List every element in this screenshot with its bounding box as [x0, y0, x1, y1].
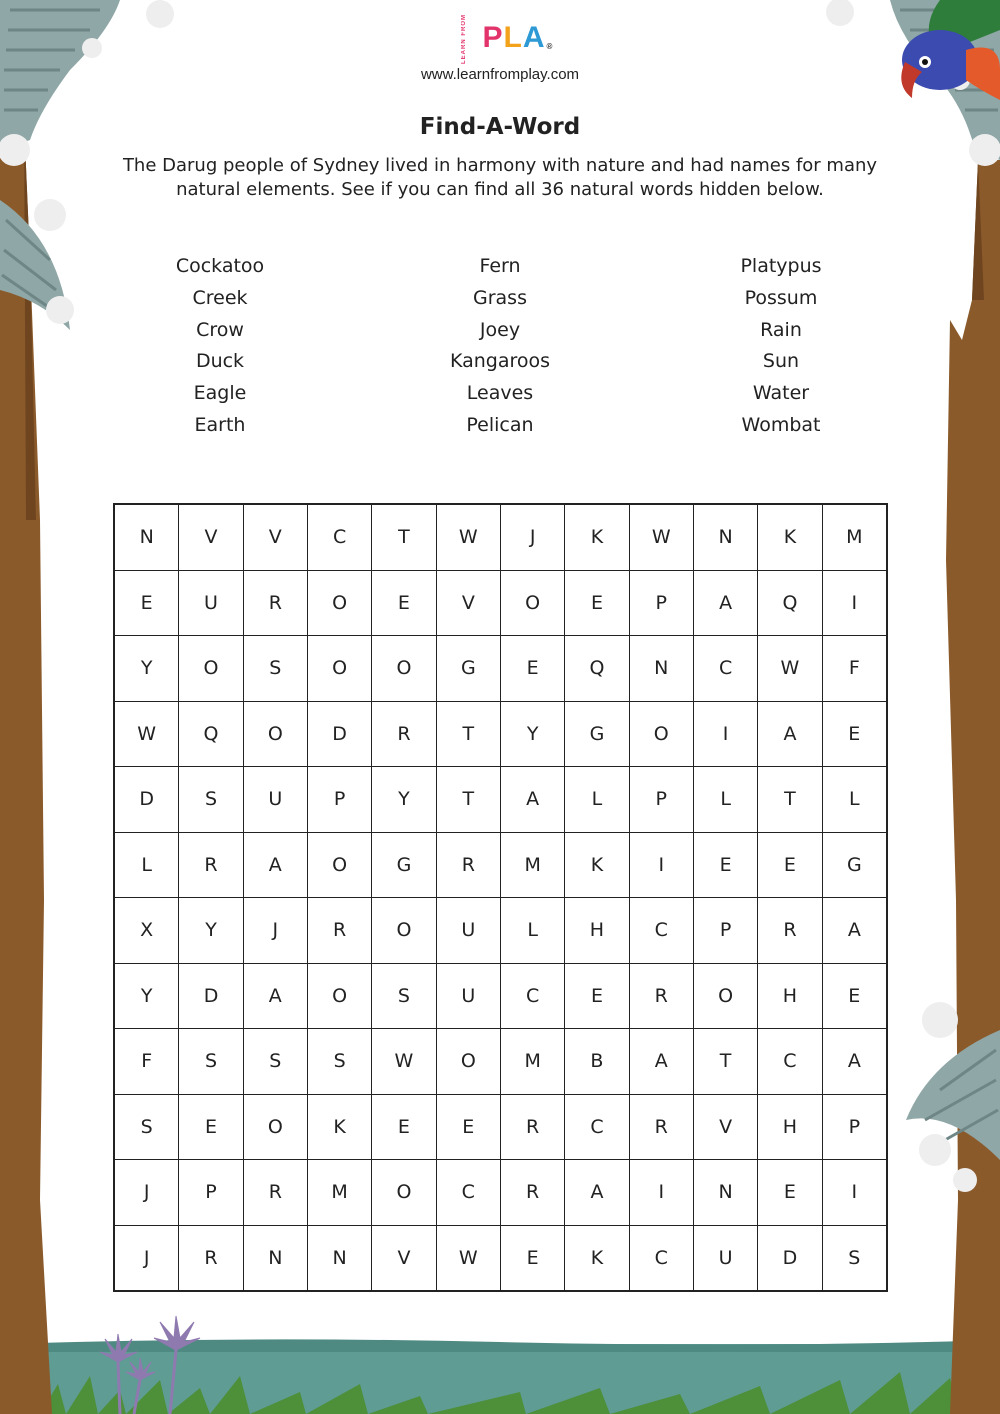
grid-cell[interactable]: P: [629, 767, 693, 833]
grid-cell[interactable]: P: [307, 767, 371, 833]
grid-cell[interactable]: R: [758, 898, 822, 964]
grid-cell[interactable]: A: [243, 832, 307, 898]
grid-cell[interactable]: I: [822, 570, 887, 636]
grid-cell[interactable]: U: [436, 963, 500, 1029]
grid-cell[interactable]: Y: [179, 898, 243, 964]
grid-cell[interactable]: R: [436, 832, 500, 898]
grid-cell[interactable]: N: [629, 636, 693, 702]
grid-cell[interactable]: V: [436, 570, 500, 636]
grid-cell[interactable]: C: [307, 504, 371, 570]
grid-row: [114, 898, 887, 964]
grid-cell[interactable]: W: [372, 1029, 436, 1095]
grid-cell[interactable]: T: [758, 767, 822, 833]
word-list-column-2: [380, 252, 620, 443]
grid-cell[interactable]: U: [436, 898, 500, 964]
word-list-item: Crow: [196, 318, 244, 341]
grid-cell[interactable]: I: [629, 1160, 693, 1226]
grid-cell[interactable]: N: [693, 504, 757, 570]
grid-cell[interactable]: V: [372, 1225, 436, 1291]
grid-cell[interactable]: O: [693, 963, 757, 1029]
word-list-item: Joey: [479, 318, 521, 341]
grid-cell[interactable]: O: [179, 636, 243, 702]
grid-cell[interactable]: K: [565, 832, 629, 898]
grid-cell[interactable]: O: [307, 832, 371, 898]
grid-cell[interactable]: F: [822, 636, 887, 702]
grid-row: [114, 1160, 887, 1226]
grid-cell[interactable]: L: [693, 767, 757, 833]
word-list-item: Eagle: [193, 382, 247, 405]
grid-cell[interactable]: E: [758, 832, 822, 898]
grid-cell[interactable]: A: [629, 1029, 693, 1095]
grid-cell[interactable]: E: [565, 963, 629, 1029]
word-list-item: Fern: [479, 255, 521, 277]
grid-cell[interactable]: W: [436, 1225, 500, 1291]
word-list-item: Leaves: [466, 382, 534, 405]
grid-cell[interactable]: N: [693, 1160, 757, 1226]
logo-letter: P: [482, 20, 504, 54]
grid-cell[interactable]: M: [501, 832, 565, 898]
grid-cell[interactable]: L: [565, 767, 629, 833]
grid-cell[interactable]: Y: [114, 636, 179, 702]
grid-row: [114, 1094, 887, 1160]
grid-cell[interactable]: G: [436, 636, 500, 702]
grid-cell[interactable]: E: [501, 1225, 565, 1291]
grid-cell[interactable]: E: [822, 963, 887, 1029]
word-list-item: Wombat: [741, 413, 821, 436]
grid-cell[interactable]: R: [307, 898, 371, 964]
grid-cell[interactable]: S: [179, 767, 243, 833]
grid-cell[interactable]: O: [629, 701, 693, 767]
grid-cell[interactable]: S: [243, 1029, 307, 1095]
grid-cell[interactable]: G: [372, 832, 436, 898]
logo-side-text: LEARN FROM: [460, 14, 467, 64]
grid-row: [114, 963, 887, 1029]
grid-cell[interactable]: Q: [565, 636, 629, 702]
word-list-item: Possum: [744, 286, 818, 309]
grid-cell[interactable]: S: [307, 1029, 371, 1095]
grid-cell[interactable]: W: [114, 701, 179, 767]
grid-cell[interactable]: R: [243, 1160, 307, 1226]
word-list-item: Rain: [760, 318, 802, 341]
word-list-item: Creek: [192, 286, 248, 309]
grid-cell[interactable]: E: [822, 701, 887, 767]
grid-cell[interactable]: W: [758, 636, 822, 702]
grid-cell[interactable]: Q: [758, 570, 822, 636]
grid-cell[interactable]: S: [114, 1094, 179, 1160]
word-list-item: Kangaroos: [449, 350, 551, 373]
word-list-item: Pelican: [466, 413, 534, 436]
grid-cell[interactable]: O: [501, 570, 565, 636]
grid-cell[interactable]: U: [179, 570, 243, 636]
grid-cell[interactable]: J: [114, 1160, 179, 1226]
grid-cell[interactable]: R: [501, 1160, 565, 1226]
word-list-column-3: [661, 252, 901, 443]
grid-cell[interactable]: O: [372, 898, 436, 964]
grid-cell[interactable]: G: [565, 701, 629, 767]
page-title: Find-A-Word: [419, 114, 581, 140]
grid-cell[interactable]: X: [114, 898, 179, 964]
grid-cell[interactable]: R: [179, 1225, 243, 1291]
grid-cell[interactable]: D: [179, 963, 243, 1029]
grid-cell[interactable]: L: [822, 767, 887, 833]
logo-letter: A: [522, 20, 546, 54]
grid-cell[interactable]: R: [372, 701, 436, 767]
grid-cell[interactable]: T: [693, 1029, 757, 1095]
grid-cell[interactable]: O: [307, 963, 371, 1029]
grid-cell[interactable]: M: [307, 1160, 371, 1226]
grid-row: [114, 767, 887, 833]
grid-row: [114, 570, 887, 636]
grid-cell[interactable]: A: [822, 898, 887, 964]
grid-cell[interactable]: R: [179, 832, 243, 898]
grid-cell[interactable]: S: [822, 1225, 887, 1291]
grid-cell[interactable]: Q: [179, 701, 243, 767]
grid-cell[interactable]: M: [822, 504, 887, 570]
grid-cell[interactable]: A: [501, 767, 565, 833]
grid-cell[interactable]: R: [243, 570, 307, 636]
grid-cell[interactable]: A: [758, 701, 822, 767]
logo-letter: L: [503, 20, 523, 54]
grid-cell[interactable]: D: [114, 767, 179, 833]
grid-cell[interactable]: T: [436, 701, 500, 767]
grid-cell[interactable]: I: [629, 832, 693, 898]
grid-cell[interactable]: M: [501, 1029, 565, 1095]
grid-cell[interactable]: D: [758, 1225, 822, 1291]
grid-cell[interactable]: K: [307, 1094, 371, 1160]
grid-cell[interactable]: I: [693, 701, 757, 767]
grid-cell[interactable]: Y: [501, 701, 565, 767]
grid-cell[interactable]: V: [243, 504, 307, 570]
grid-cell[interactable]: R: [629, 1094, 693, 1160]
grid-cell[interactable]: R: [629, 963, 693, 1029]
grid-cell[interactable]: O: [307, 636, 371, 702]
grid-cell[interactable]: A: [243, 963, 307, 1029]
grid-cell[interactable]: H: [565, 898, 629, 964]
grid-cell[interactable]: S: [179, 1029, 243, 1095]
grid-cell[interactable]: E: [758, 1160, 822, 1226]
intro-text: The Darug people of Sydney lived in harmony with nature and had names for many natural elements. See if you can find all 36 natural words hidden below.: [122, 155, 878, 200]
grid-row: [114, 1029, 887, 1095]
grid-cell[interactable]: E: [372, 570, 436, 636]
grid-cell[interactable]: Y: [372, 767, 436, 833]
grid-cell[interactable]: S: [243, 636, 307, 702]
grid-cell[interactable]: B: [565, 1029, 629, 1095]
grid-row: [114, 504, 887, 570]
grid-cell[interactable]: P: [629, 570, 693, 636]
grid-cell[interactable]: L: [114, 832, 179, 898]
grid-cell[interactable]: E: [501, 636, 565, 702]
grid-cell[interactable]: J: [243, 898, 307, 964]
grid-cell[interactable]: W: [436, 504, 500, 570]
grid-row: [114, 832, 887, 898]
grid-cell[interactable]: C: [436, 1160, 500, 1226]
grid-cell[interactable]: Y: [114, 963, 179, 1029]
grid-cell[interactable]: O: [243, 701, 307, 767]
word-search-grid: [113, 503, 888, 1292]
grid-cell[interactable]: P: [179, 1160, 243, 1226]
grid-cell[interactable]: N: [114, 504, 179, 570]
grid-cell[interactable]: H: [758, 963, 822, 1029]
grid-cell[interactable]: K: [758, 504, 822, 570]
water-icon: [0, 1339, 1000, 1414]
logo-reg: ®: [546, 42, 554, 51]
word-list-item: Water: [752, 382, 810, 405]
grid-cell[interactable]: I: [822, 1160, 887, 1226]
grid-cell[interactable]: C: [693, 636, 757, 702]
grid-row: [114, 636, 887, 702]
grid-cell[interactable]: V: [693, 1094, 757, 1160]
grid-cell[interactable]: J: [114, 1225, 179, 1291]
grid-cell[interactable]: O: [307, 570, 371, 636]
grid-cell[interactable]: J: [501, 504, 565, 570]
grid-cell[interactable]: P: [822, 1094, 887, 1160]
grid-cell[interactable]: O: [372, 636, 436, 702]
grid-cell[interactable]: L: [501, 898, 565, 964]
grid-cell[interactable]: K: [565, 1225, 629, 1291]
logo: [0, 14, 1000, 83]
word-list-item: Grass: [473, 286, 527, 309]
grid-cell[interactable]: U: [243, 767, 307, 833]
grid-cell[interactable]: S: [372, 963, 436, 1029]
word-list-item: Sun: [762, 350, 800, 373]
grid-cell[interactable]: O: [372, 1160, 436, 1226]
grid-cell[interactable]: D: [307, 701, 371, 767]
word-list-item: Earth: [194, 413, 246, 436]
grid-cell[interactable]: O: [243, 1094, 307, 1160]
grid-cell[interactable]: C: [501, 963, 565, 1029]
grid-cell[interactable]: F: [114, 1029, 179, 1095]
grid-cell[interactable]: V: [179, 504, 243, 570]
grid-cell[interactable]: A: [693, 570, 757, 636]
word-list-item: Platypus: [740, 255, 822, 277]
grid-cell[interactable]: C: [758, 1029, 822, 1095]
grid-cell[interactable]: A: [565, 1160, 629, 1226]
logo-mark: [0, 14, 1000, 64]
word-list-item: Cockatoo: [175, 255, 265, 277]
grid-cell[interactable]: T: [436, 767, 500, 833]
grid-cell[interactable]: E: [565, 570, 629, 636]
grid-cell[interactable]: N: [243, 1225, 307, 1291]
grid-cell[interactable]: A: [822, 1029, 887, 1095]
word-list-item: Duck: [195, 350, 245, 373]
word-list-column-1: [100, 252, 340, 443]
grid-cell[interactable]: E: [179, 1094, 243, 1160]
grid-cell[interactable]: N: [307, 1225, 371, 1291]
grid-cell[interactable]: C: [629, 1225, 693, 1291]
grid-cell[interactable]: H: [758, 1094, 822, 1160]
grid-cell[interactable]: C: [629, 898, 693, 964]
grid-cell[interactable]: U: [693, 1225, 757, 1291]
grid-cell[interactable]: P: [693, 898, 757, 964]
grid-row: [114, 701, 887, 767]
grid-cell[interactable]: R: [501, 1094, 565, 1160]
grid-cell[interactable]: T: [372, 504, 436, 570]
grid-cell[interactable]: E: [372, 1094, 436, 1160]
grid-cell[interactable]: E: [114, 570, 179, 636]
grid-row: [114, 1225, 887, 1291]
grid-cell[interactable]: W: [629, 504, 693, 570]
website-url: www.learnfromplay.com: [420, 66, 580, 83]
grid-cell[interactable]: O: [436, 1029, 500, 1095]
grid-cell[interactable]: C: [565, 1094, 629, 1160]
grid-cell[interactable]: K: [565, 504, 629, 570]
grid-cell[interactable]: E: [693, 832, 757, 898]
grid-cell[interactable]: E: [436, 1094, 500, 1160]
grid-cell[interactable]: G: [822, 832, 887, 898]
